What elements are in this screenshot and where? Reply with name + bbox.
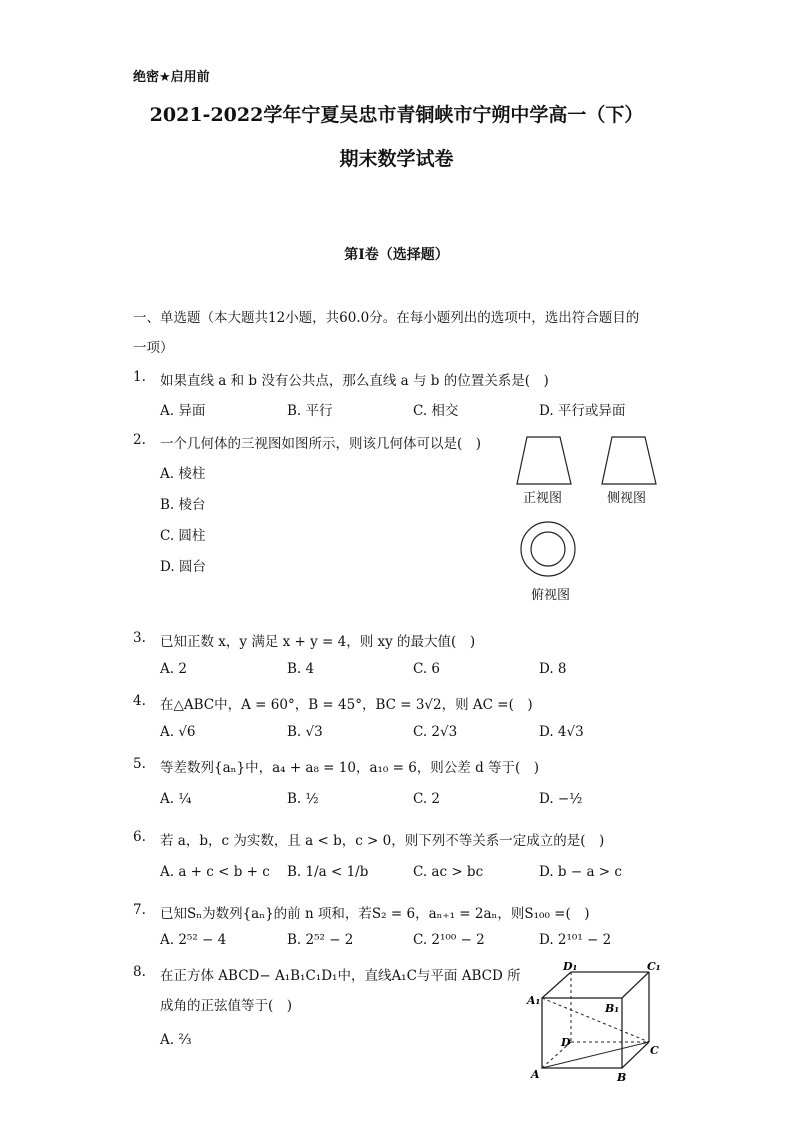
top-view-label: 俯视图 bbox=[531, 588, 571, 603]
cube-figure bbox=[525, 962, 665, 1087]
option-a[interactable]: A. ¼ bbox=[160, 791, 192, 807]
option-a[interactable]: A. 异面 bbox=[160, 403, 206, 419]
option-d[interactable]: D. 8 bbox=[539, 661, 567, 677]
front-view-trapezoid bbox=[517, 437, 571, 484]
label-a: A bbox=[531, 1068, 540, 1081]
option-a[interactable]: A. ⅔ bbox=[160, 1032, 192, 1048]
option-a[interactable]: A. 2⁵² − 4 bbox=[160, 932, 227, 948]
question-number: 1. bbox=[133, 369, 146, 385]
top-view-inner-circle bbox=[531, 532, 565, 566]
option-c[interactable]: C. 相交 bbox=[413, 403, 459, 419]
label-b1: B₁ bbox=[605, 1002, 620, 1015]
option-a[interactable]: A. 棱柱 bbox=[160, 466, 206, 482]
option-c[interactable]: C. 圆柱 bbox=[160, 528, 206, 544]
option-b[interactable]: B. 4 bbox=[287, 661, 315, 677]
question-text: 在△ABC中，A = 60°，B = 45°，BC = 3√2，则 AC =( ) bbox=[160, 697, 533, 713]
option-a[interactable]: A. 2 bbox=[160, 661, 187, 677]
diagonal-ac bbox=[542, 1042, 649, 1068]
question-text: 已知Sₙ为数列{aₙ}的前 n 项和，若S₂ = 6，aₙ₊₁ = 2aₙ，则S₁₀₀ =( ) bbox=[160, 906, 590, 922]
option-d[interactable]: D. −½ bbox=[539, 791, 583, 807]
label-b: B bbox=[617, 1071, 627, 1084]
question-text-line2: 成角的正弦值等于( ) bbox=[160, 998, 293, 1014]
option-c[interactable]: C. 2¹⁰⁰ − 2 bbox=[413, 932, 485, 948]
section-intro-line2: 一项） bbox=[133, 340, 174, 356]
question-number: 6. bbox=[133, 829, 146, 845]
option-c[interactable]: C. ac > bc bbox=[413, 864, 484, 880]
cube-edge bbox=[622, 972, 649, 998]
part-heading: 第I卷（选择题） bbox=[344, 247, 449, 263]
question-number: 8. bbox=[133, 964, 146, 980]
option-a[interactable]: A. √6 bbox=[160, 724, 196, 740]
question-text-line1: 在正方体 ABCD− A₁B₁C₁D₁中，直线A₁C与平面 ABCD 所 bbox=[160, 968, 521, 984]
question-number: 7. bbox=[133, 902, 146, 918]
section-intro-line1: 一、单选题（本大题共12小题，共60.0分。在每小题列出的选项中，选出符合题目的 bbox=[133, 310, 640, 326]
question-text: 若 a，b，c 为实数，且 a < b，c > 0，则下列不等关系一定成立的是( ) bbox=[160, 833, 605, 849]
option-b[interactable]: B. 2⁵² − 2 bbox=[287, 932, 354, 948]
label-d: D bbox=[561, 1036, 571, 1049]
question-number: 4. bbox=[133, 693, 146, 709]
option-c[interactable]: C. 6 bbox=[413, 661, 441, 677]
question-text: 等差数列{aₙ}中，a₄ + a₈ = 10，a₁₀ = 6，则公差 d 等于( ) bbox=[160, 760, 540, 776]
label-a1: A₁ bbox=[527, 994, 541, 1007]
option-b[interactable]: B. 平行 bbox=[287, 403, 333, 419]
top-view-outer-circle bbox=[521, 522, 575, 576]
side-view-label: 侧视图 bbox=[607, 491, 647, 506]
label-c1: C₁ bbox=[647, 962, 661, 973]
label-d1: D₁ bbox=[563, 962, 578, 973]
option-d[interactable]: D. 4√3 bbox=[539, 724, 584, 740]
side-view-trapezoid bbox=[602, 437, 656, 484]
option-d[interactable]: D. 圆台 bbox=[160, 559, 206, 575]
question-number: 3. bbox=[133, 630, 146, 646]
question-text: 如果直线 a 和 b 没有公共点，那么直线 a 与 b 的位置关系是( ) bbox=[160, 373, 549, 389]
option-b[interactable]: B. √3 bbox=[287, 724, 323, 740]
question-text: 已知正数 x，y 满足 x + y = 4，则 xy 的最大值( ) bbox=[160, 634, 476, 650]
option-c[interactable]: C. 2 bbox=[413, 791, 441, 807]
option-d[interactable]: D. 平行或异面 bbox=[539, 403, 626, 419]
exam-title-line2: 期末数学试卷 bbox=[339, 148, 454, 170]
question-text: 一个几何体的三视图如图所示，则该几何体可以是( ) bbox=[160, 436, 482, 452]
question-number: 5. bbox=[133, 756, 146, 772]
question-number: 2. bbox=[133, 432, 146, 448]
option-b[interactable]: B. 棱台 bbox=[160, 497, 206, 513]
diagonal-a1c bbox=[542, 998, 649, 1042]
option-d[interactable]: D. 2¹⁰¹ − 2 bbox=[539, 932, 612, 948]
confidential-mark: 绝密★启用前 bbox=[133, 70, 210, 85]
option-c[interactable]: C. 2√3 bbox=[413, 724, 458, 740]
three-view-figure bbox=[515, 432, 665, 607]
label-c: C bbox=[650, 1044, 659, 1057]
front-view-label: 正视图 bbox=[523, 491, 563, 506]
exam-title-line1: 2021-2022学年宁夏吴忠市青铜峡市宁朔中学高一（下） bbox=[149, 104, 644, 126]
option-b[interactable]: B. 1/a < 1/b bbox=[287, 864, 369, 880]
option-a[interactable]: A. a + c < b + c bbox=[160, 864, 270, 880]
option-b[interactable]: B. ½ bbox=[287, 791, 319, 807]
cube-edge bbox=[542, 972, 571, 998]
cube-edge bbox=[622, 1042, 649, 1068]
option-d[interactable]: D. b − a > c bbox=[539, 864, 622, 880]
